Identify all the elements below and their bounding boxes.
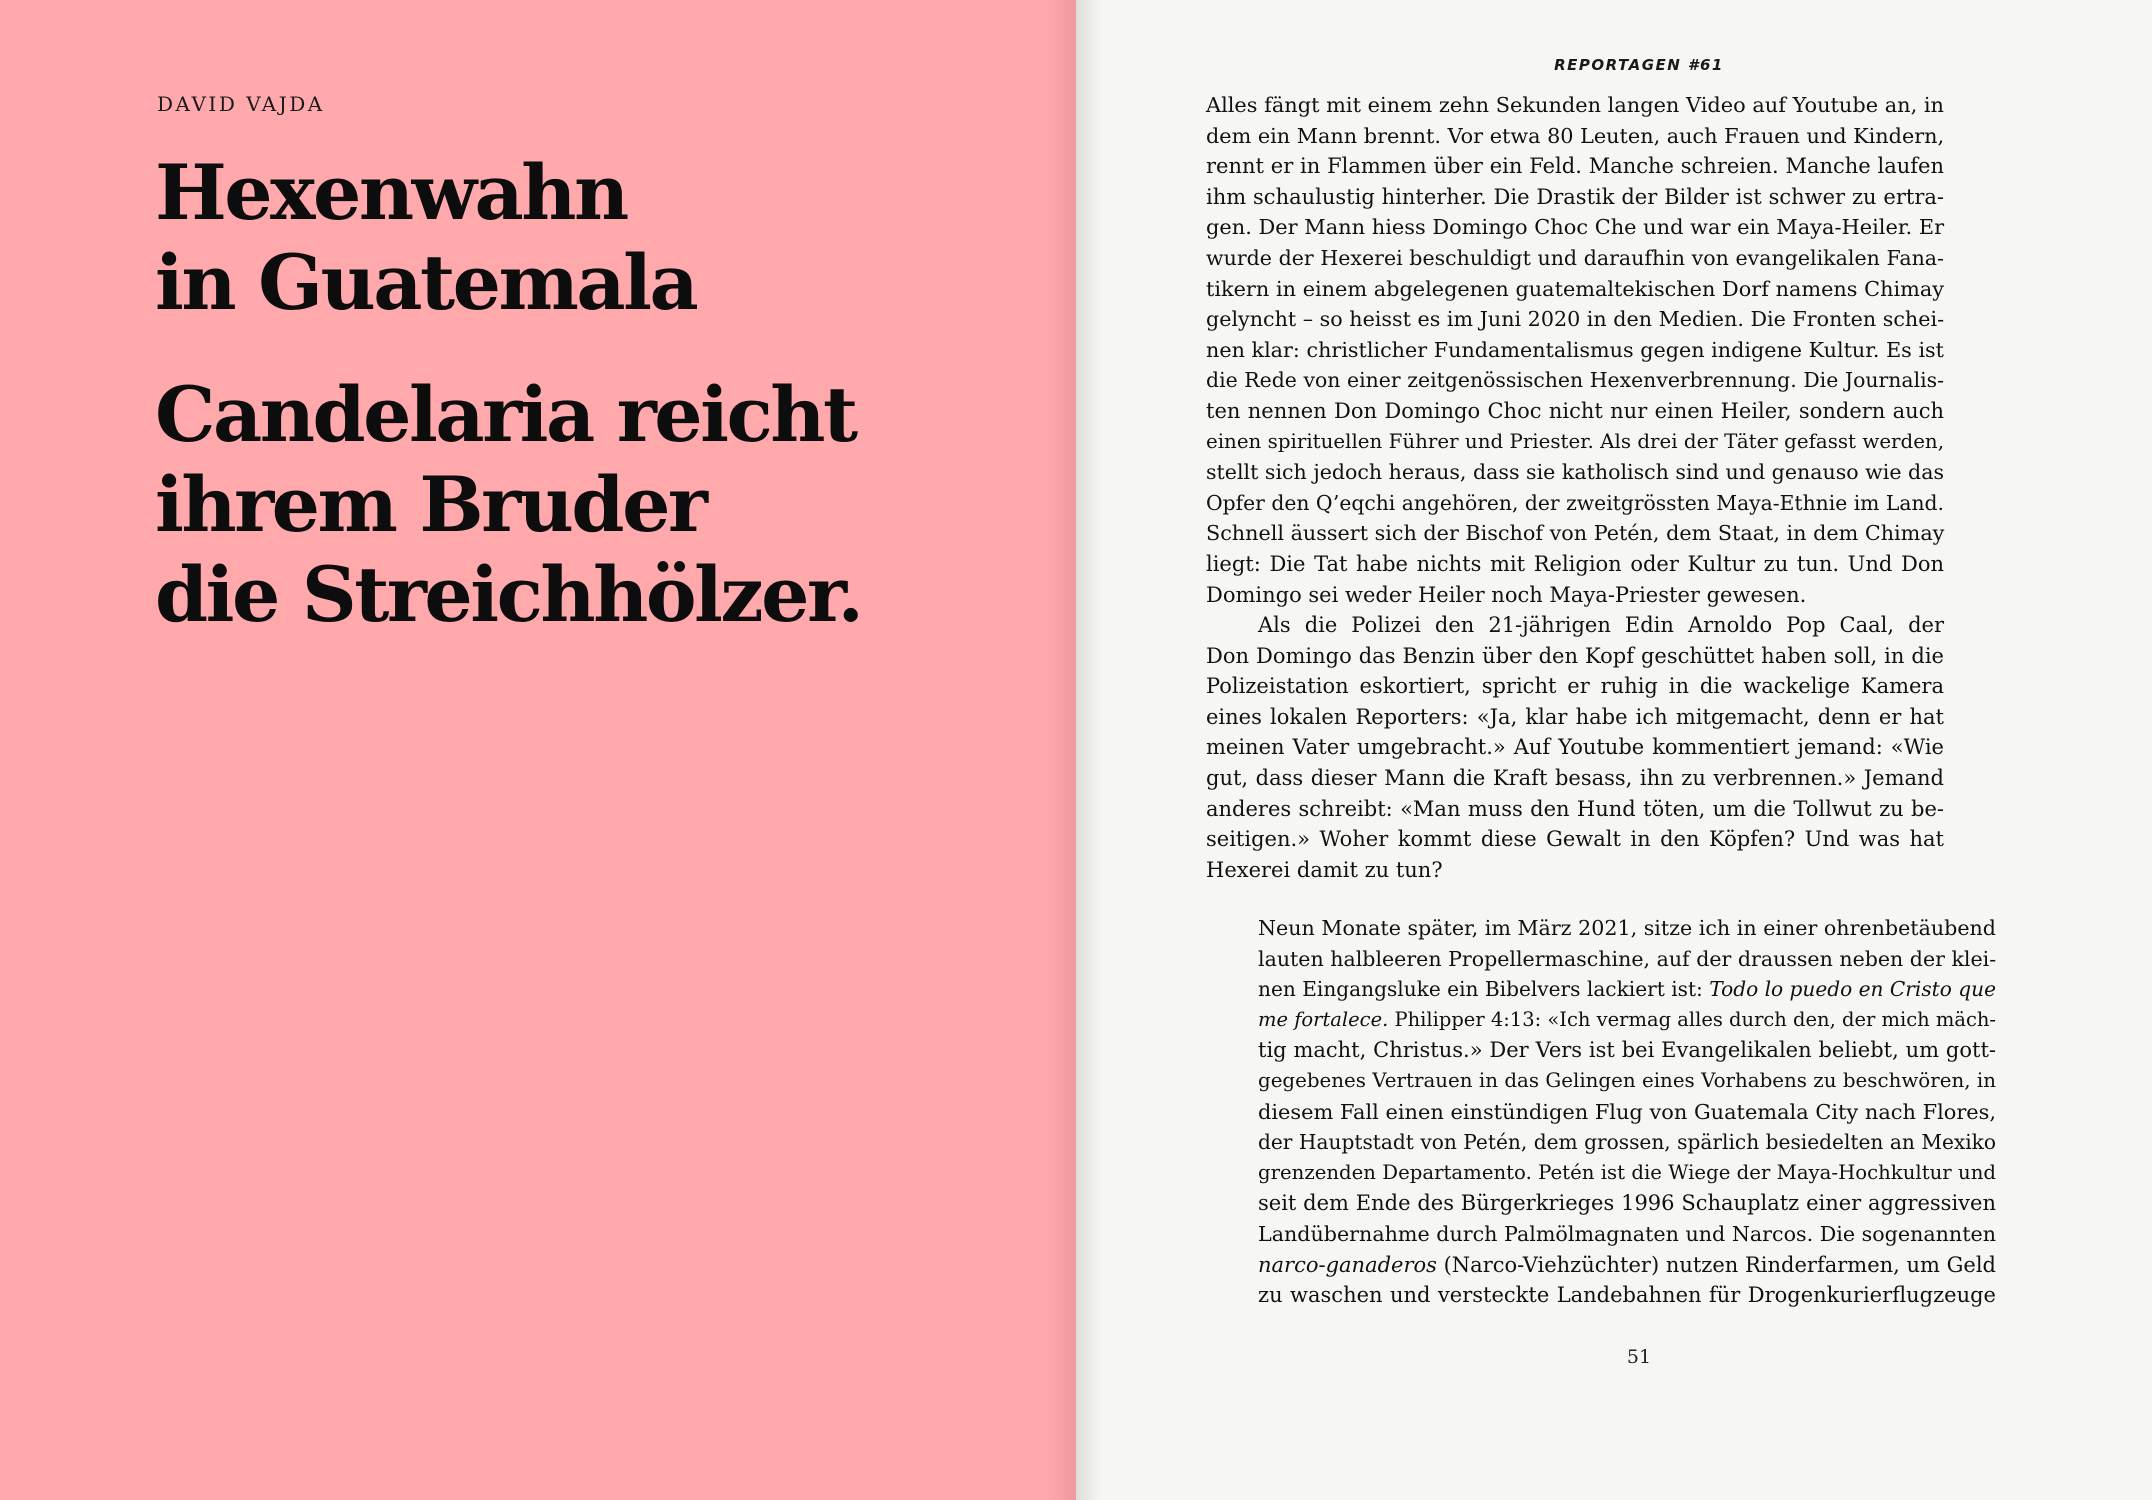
text-line: Neun Monate später, im März 2021, sitze ich in einer ohrenbetäubend [1258,916,1996,940]
text-line: dem ein Mann brennt. Vor etwa 80 Leuten, auch Frauen und Kindern, [1206,123,1945,148]
text-line: einen spirituellen Führer und Priester. Als drei der Täter gefasst werden, [1206,429,1944,453]
text-line: wurde der Hexerei beschuldigt und daraufhin von evangelikalen Fana- [1206,245,1944,270]
text-line: stellt sich jedoch heraus, dass sie katholisch sind und genauso wie das [1206,460,1944,485]
text-line: Alles fängt mit einem zehn Sekunden langen Video auf Youtube an, in [1206,93,1944,117]
headline-title-line: Hexenwahn [155,148,627,237]
text-line: grenzenden Departamento. Petén ist die Wiege der Maya-Hochkultur und [1258,1160,1996,1184]
text-line: anderes schreibt: «Man muss den Hund töten, um die Tollwut zu be- [1206,796,1944,821]
running-head-text: REPORTAGEN #61 [1554,56,1724,74]
text-line: seitigen.» Woher kommt diese Gewalt in den Köpfen? Und was hat [1206,827,1944,852]
text-line: Polizeistation eskortiert, spricht er ruhig in die wackelige Kamera [1206,674,1944,699]
text-line: Landübernahme durch Palmölmagnaten und Narcos. Die sogenannten [1258,1221,1996,1246]
text-line: die Rede von einer zeitgenössischen Hexenverbrennung. Die Journalis- [1206,368,1944,393]
text-line: der Hauptstadt von Petén, dem grossen, spärlich besiedelten an Mexiko [1258,1130,1996,1155]
text-line: Don Domingo das Benzin über den Kopf geschüttet haben soll, in die [1206,643,1944,668]
headline-subtitle-line: ihrem Bruder [155,460,706,549]
running-head [1076,56,2152,74]
text-line: gegebenes Vertrauen in das Gelingen eines Vorhabens zu beschwören, in [1258,1068,1996,1092]
article-paragraph-2 [1206,610,1944,885]
text-line: ten nennen Don Domingo Choc nicht nur einen Heiler, sondern auch [1206,398,1944,423]
article-column-bottom [1258,913,1996,1311]
text-line: gut, dass dieser Mann die Kraft besass, ihn zu verbrennen.» Jemand [1206,766,1944,791]
text-line-indented: Als die Polizei den 21-jährigen Edin Arnoldo Pop Caal, der [1258,613,1944,638]
text-line: rennt er in Flammen über ein Feld. Manche schreien. Manche laufen [1206,154,1944,179]
article-paragraph-1 [1206,90,1944,610]
text-line: Opfer den Q’eqchi angehören, der zweitgrössten Maya-Ethnie im Land. [1206,490,1944,515]
italic-run: Todo lo puedo en Cristo que [1709,977,1997,1002]
text-line: eines lokalen Reporters: «Ja, klar habe ich mitgemacht, denn er hat [1206,704,1944,729]
text-line: ihm schaulustig hinterher. Die Drastik der Bilder ist schwer zu ertra- [1206,184,1944,209]
text-line: gelyncht – so heisst es im Juni 2020 in den Medien. Die Fronten schei- [1206,307,1945,332]
text-line: Domingo sei weder Heiler noch Maya-Priester gewesen. [1206,582,1807,607]
headline-subtitle-line: die Streichhölzer. [155,550,862,639]
headline-subtitle-line: Candelaria reicht [155,370,856,459]
author-name: DAVID VAJDA [157,92,325,116]
text-line: diesem Fall einen einstündigen Flug von Guatemala City nach Flores, [1258,1099,1996,1124]
text-line: nen Eingangsluke ein Bibelvers lackiert ist: Todo lo puedo en Cristo que [1258,977,1997,1002]
italic-run: narco-ganaderos [1258,1252,1437,1277]
text-line: lauten halbleeren Propellermaschine, auf der draussen neben der klei- [1258,946,1997,971]
italic-run: me fortalece. [1258,1007,1389,1031]
text-line: nen klar: christlicher Fundamentalismus gegen indigene Kultur. Es ist [1206,337,1944,362]
text-line: Schnell äussert sich der Bischof von Petén, dem Staat, in dem Chimay [1206,521,1945,546]
text-line: liegt: Die Tat habe nichts mit Religion oder Kultur zu tun. Und Don [1206,551,1944,576]
text-line: tig macht, Christus.» Der Vers ist bei Evangelikalen beliebt, um gott- [1258,1038,1996,1063]
article-column-top [1206,90,1944,885]
page-number-text: 51 [1626,1346,1652,1368]
article-paragraph-3 [1258,913,1996,1311]
headline-title [155,148,696,328]
page-number [1076,1346,2152,1368]
text-line: zu waschen und versteckte Landebahnen für Drogenkurierflugzeuge [1258,1283,1996,1308]
text-line: gen. Der Mann hiess Domingo Choc Che und war ein Maya-Heiler. Er [1206,215,1945,240]
text-line: tikern in einem abgelegenen guatemaltekischen Dorf namens Chimay [1206,276,1944,301]
text-line: Hexerei damit zu tun? [1206,857,1443,882]
text-line: meinen Vater umgebracht.» Auf Youtube kommentiert jemand: «Wie [1206,735,1944,760]
right-page [1076,0,2152,1500]
text-line: me fortalece. Philipper 4:13: «Ich vermag alles durch den, der mich mäch- [1258,1007,1996,1031]
text-line: seit dem Ende des Bürgerkrieges 1996 Schauplatz einer aggressiven [1258,1191,1996,1216]
headline-subtitle [155,370,861,640]
text-line: narco-ganaderos (Narco-Viehzüchter) nutzen Rinderfarmen, um Geld [1258,1252,1996,1277]
headline-title-line: in Guatemala [155,238,697,327]
